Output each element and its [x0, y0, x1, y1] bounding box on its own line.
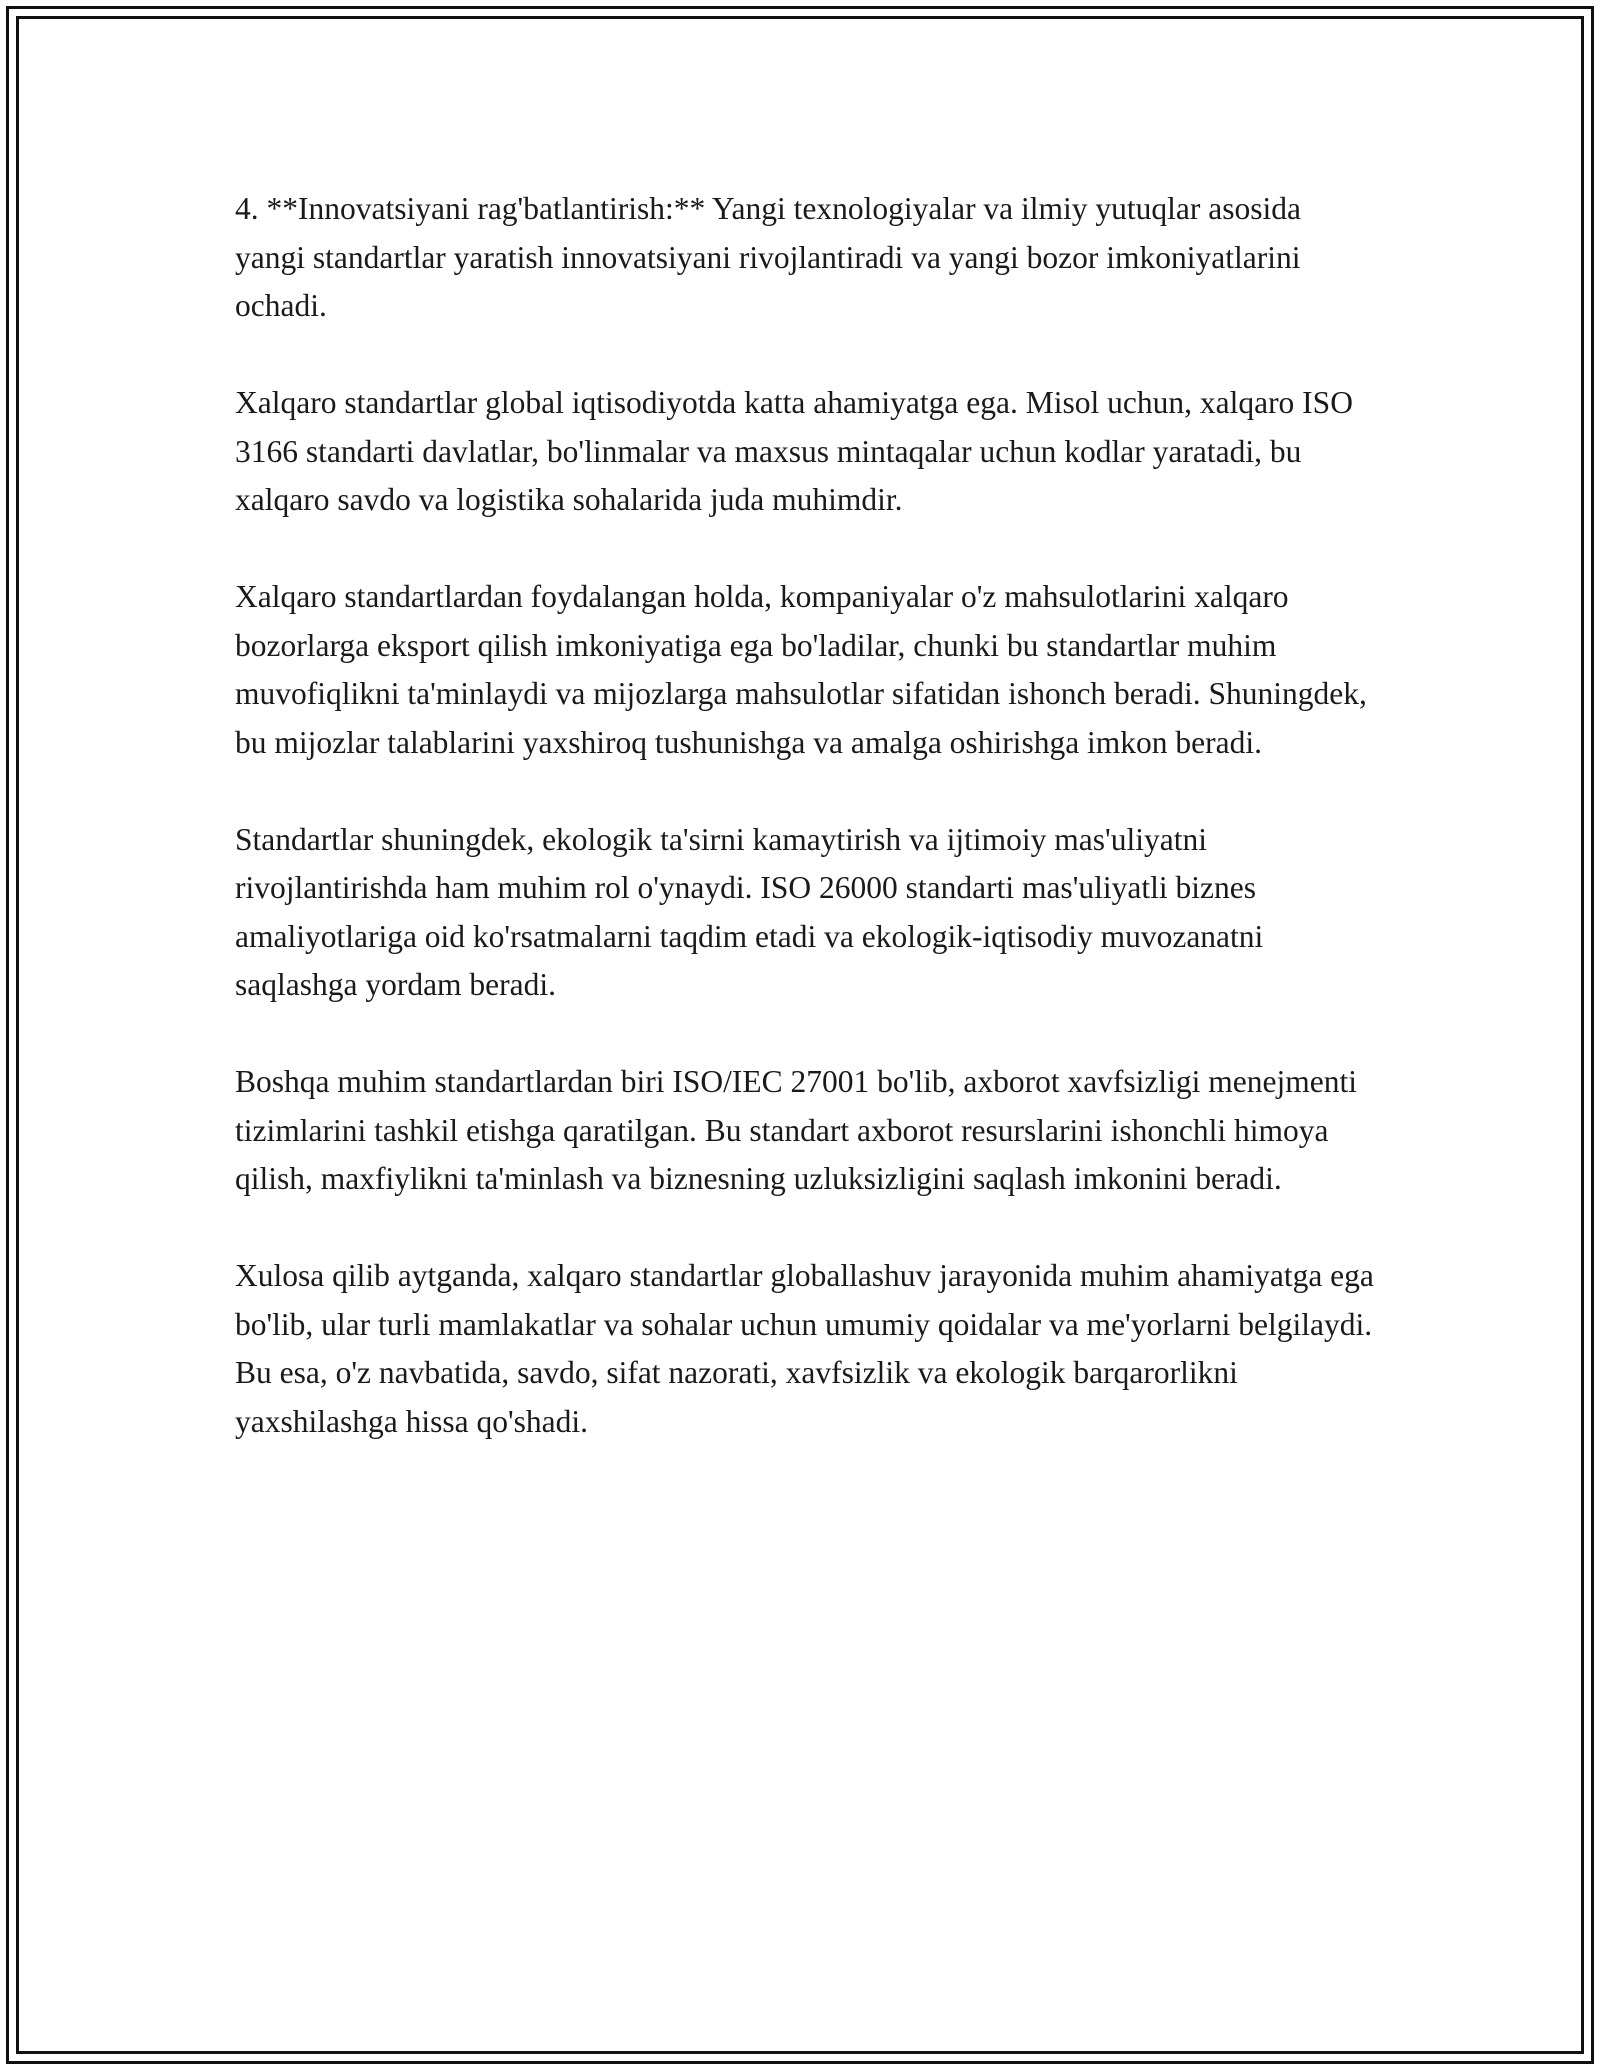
- paragraph-iso-26000: Standartlar shuningdek, ekologik ta'sirni kamaytirish va ijtimoiy mas'uliyatni rivojlantirishda ham muhim rol o'ynaydi. ISO 26000 standarti mas'uliyatli biznes amaliyotlariga oid ko'rsatmalarni taqdim etadi va ekologik-iqtisodiy muvozanatni saqlashga yordam beradi.: [235, 821, 1264, 1002]
- paragraph-innovation: 4. **Innovatsiyani rag'batlantirish:** Yangi texnologiyalar va ilmiy yutuqlar asosida yangi standartlar yaratish innovatsiyani rivojlantiradi va yangi bozor imkoniyatlarini ochadi.: [235, 191, 1302, 323]
- paragraph-iso-27001: Boshqa muhim standartlardan biri ISO/IEC 27001 bo'lib, axborot xavfsizligi menejmenti tizimlarini tashkil etishga qaratilgan. Bu standart axborot resurslarini ishonchli himoya qilish, maxfiylikni ta'minlash va biznesning uzluksizligini saqlash imkonini beradi.: [235, 1064, 1357, 1196]
- document-body: [235, 185, 1375, 1495]
- paragraph-conclusion: Xulosa qilib aytganda, xalqaro standartlar globallashuv jarayonida muhim ahamiyatga ega bo'lib, ular turli mamlakatlar va sohalar uchun umumiy qoidalar va me'yorlarni belgilaydi. Bu esa, o'z navbatida, savdo, sifat nazorati, xavfsizlik va ekologik barqarorlikni yaxshilashga hissa qo'shadi.: [235, 1258, 1374, 1439]
- paragraph-export: Xalqaro standartlardan foydalangan holda, kompaniyalar o'z mahsulotlarini xalqaro bozorlarga eksport qilish imkoniyatiga ega bo'ladilar, chunki bu standartlar muhim muvofiqlikni ta'minlaydi va mijozlarga mahsulotlar sifatidan ishonch beradi. Shuningdek, bu mijozlar talablarini yaxshiroq tushunishga va amalga oshirishga imkon beradi.: [235, 579, 1367, 760]
- paragraph-iso-3166: Xalqaro standartlar global iqtisodiyotda katta ahamiyatga ega. Misol uchun, xalqaro ISO 3166 standarti davlatlar, bo'linmalar va maxsus mintaqalar uchun kodlar yaratadi, bu xalqaro savdo va logistika sohalarida juda muhimdir.: [235, 385, 1353, 517]
